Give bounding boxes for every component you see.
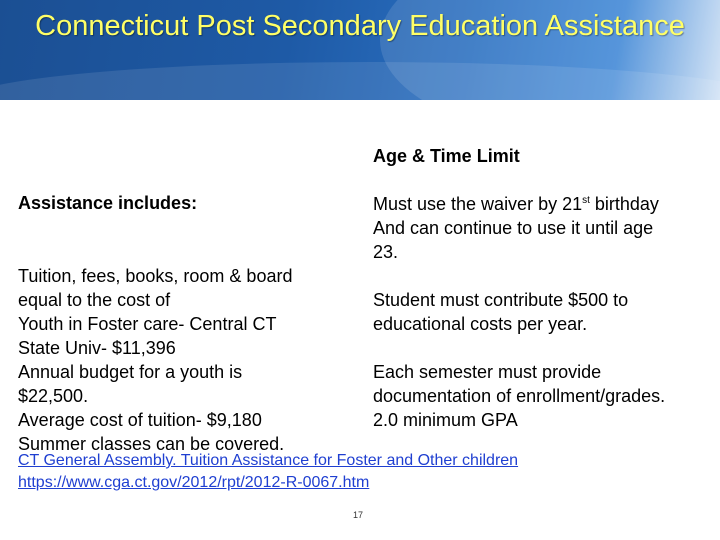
assistance-details-text — [18, 264, 353, 456]
assistance-line: State Univ- $11,396 — [18, 338, 176, 358]
student-contribution-text — [373, 288, 713, 336]
semester-line-1: Each semester must provide — [373, 362, 602, 382]
assistance-line: Annual budget for a youth is — [18, 362, 243, 382]
source-link-title[interactable]: CT General Assembly. Tuition Assistance for Foster and Other children — [18, 452, 519, 469]
waiver-line-3: 23. — [373, 242, 399, 262]
page-number: 17 — [353, 510, 364, 520]
waiver-line-2: And can continue to use it until age — [373, 218, 654, 238]
assistance-line: Tuition, fees, books, room & board — [18, 266, 293, 286]
assistance-includes-heading: Assistance includes: — [18, 193, 198, 213]
assistance-line: equal to the cost of — [18, 290, 171, 310]
semester-line-3: 2.0 minimum GPA — [373, 410, 518, 430]
waiver-line-1: Must use the waiver by 21st birthday — [373, 194, 659, 214]
header-banner — [0, 0, 720, 100]
source-citation[interactable] — [18, 450, 518, 494]
semester-requirements-text — [373, 360, 713, 432]
assistance-line: $22,500. — [18, 386, 89, 406]
semester-line-2: documentation of enrollment/grades. — [373, 386, 666, 406]
contribution-line-1: Student must contribute $500 to — [373, 290, 629, 310]
contribution-line-2: educational costs per year. — [373, 314, 588, 334]
slide-title: Connecticut Post Secondary Education Assistance — [35, 10, 685, 42]
assistance-line: Youth in Foster care- Central CT — [18, 314, 277, 334]
assistance-line: Average cost of tuition- $9,180 — [18, 410, 262, 430]
waiver-age-text — [373, 192, 713, 264]
assistance-line: Summer classes can be covered. — [18, 434, 285, 454]
source-link-url[interactable]: https://www.cga.ct.gov/2012/rpt/2012-R-0067.htm — [18, 474, 370, 491]
age-time-limit-heading: Age & Time Limit — [373, 146, 520, 166]
